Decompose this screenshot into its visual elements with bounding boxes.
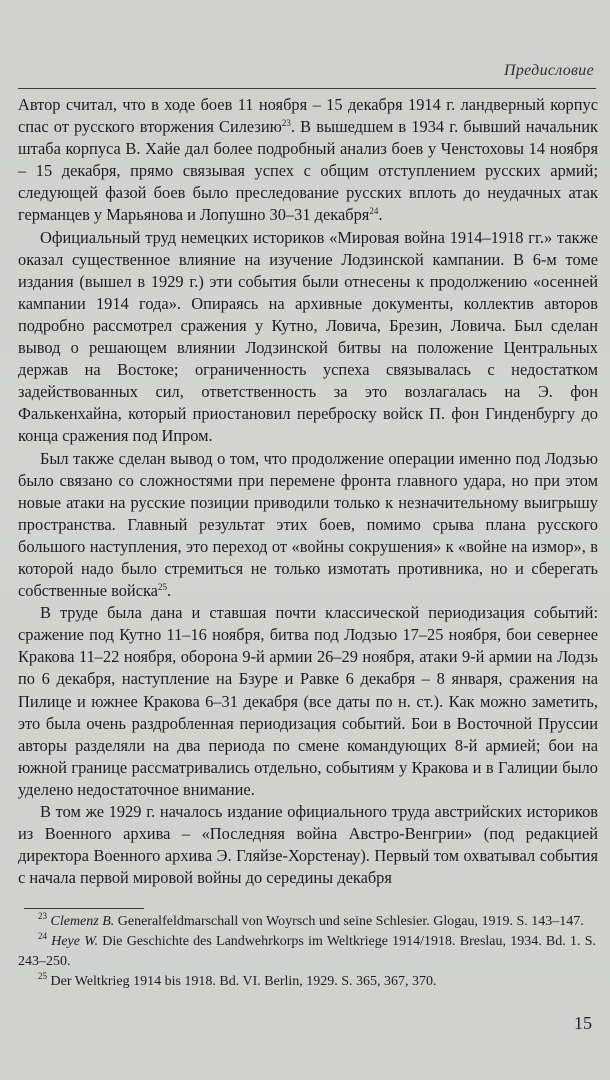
running-head: Предисловие <box>504 62 594 79</box>
footnote-author: Clemenz B. <box>50 914 115 929</box>
paragraph: Официальный труд немецких историков «Мировая война 1914–1918 гг.» также оказал существенное влияние на изучение Лодзинской кампании. В 6-м томе издания (вышел в 1929 г.) эти события были отнесены к продолжению «осенней кампании 1914 года». Опираясь на архивные документы, коллектив авторов подробно рассмотрел сражения у Кутно, Ловича, Брезин, Ловича. Был сделан вывод о решающем влиянии Лодзинской битвы на положение Центральных держав на Востоке; ограниченность успеха связывалась с недостатком задействованных сил, ответственность за это возлагалась на Э. фон Фалькенхайна, который приостановил переброску войск П. фон Гинденбургу до конца сражения под Ипром. <box>18 227 598 446</box>
footnote-number: 25 <box>38 971 47 981</box>
footnote <box>18 972 596 992</box>
paragraph: В труде была дана и ставшая почти классической периодизация событий: сражение под Кутно 11–16 ноября, битва под Лодзью 17–25 ноября, бои севернее Кракова 11–22 ноября, оборона 9-й армии 26–29 ноября, атаки 9-й армии на Лодзь по 6 декабря, наступление на Бзуре и Равке 6 декабря – 8 января, сражения на Пилице и южнее Кракова 6–31 декабря (все даты по н. ст.). Как можно заметить, это была очень раздробленная периодизация событий. Бои в Восточной Пруссии авторы разделяли на два периода по смене командующих 8-й армией; бои на южной границе рассматривались отдельно, событиям у Кракова и в Галиции было уделено недостаточное внимание. <box>18 603 598 799</box>
paragraph: Автор считал, что в ходе боев 11 ноября – 15 декабря 1914 г. ландверный корпус спас от русского вторжения Силезию$^{23}$. В вышедшем в 1934 г. бывший начальник штаба корпуса В. Хайе дал более подробный анализ боев у Ченстоховы 14 ноября – 15 декабря, прямо связывая успех с общим отступлением русских армий; следующей фазой боев было преследование русских вплоть до неудачных атак германцев у Марьянова и Лопушно 30–31 декабря$^{24}$. <box>18 95 599 225</box>
footnote <box>18 932 596 972</box>
footnote-text: Der Weltkrieg 1914 bis 1918. Bd. VI. Berlin, 1929. S. 365, 367, 370. <box>50 974 437 989</box>
footnote-number: 24 <box>38 931 47 941</box>
body-text <box>18 94 598 889</box>
footnote-ref: 23 <box>281 118 291 129</box>
footnote-number: 23 <box>38 911 47 921</box>
footnote-text: Generalfeldmarschall von Woyrsch und seine Schlesier. Glogau, 1919. S. 143–147. <box>114 914 584 929</box>
footnote-ref: 25 <box>157 582 167 593</box>
footnote-ref: 24 <box>369 206 379 217</box>
paragraph: Был также сделан вывод о том, что продолжение операции именно под Лодзью было связано со сложностями при перемене фронта главного удара, но при этом новые атаки на русские позиции приводили только к незначительному выигрышу пространства. Главный результат этих боев, помимо срыва плана русского большого наступления, это переход от «войны сокрушения» к «войне на измор», в которой надо было стремиться не только измотать противника, но и сберегать собственные войска$^{25}$. <box>18 448 598 601</box>
page-number: 15 <box>574 1013 592 1033</box>
header-rule <box>18 88 596 89</box>
footnote <box>18 912 596 932</box>
footnotes <box>18 912 596 992</box>
paragraph: В том же 1929 г. началось издание официального труда австрийских историков из Военного архива – «Последняя война Австро-Венгрии» (под редакцией директора Военного архива Э. Гляйзе-Хорстенау). Первый том охватывал события с начала первой мировой войны до середины декабря <box>18 802 598 888</box>
footnote-text: Die Geschichte des Landwehrkorps im Weltkriege 1914/1918. Breslau, 1934. Bd. 1. S. 243–250. <box>18 934 596 969</box>
footnote-rule <box>24 908 144 909</box>
footnote-author: Heye W. <box>51 934 99 949</box>
